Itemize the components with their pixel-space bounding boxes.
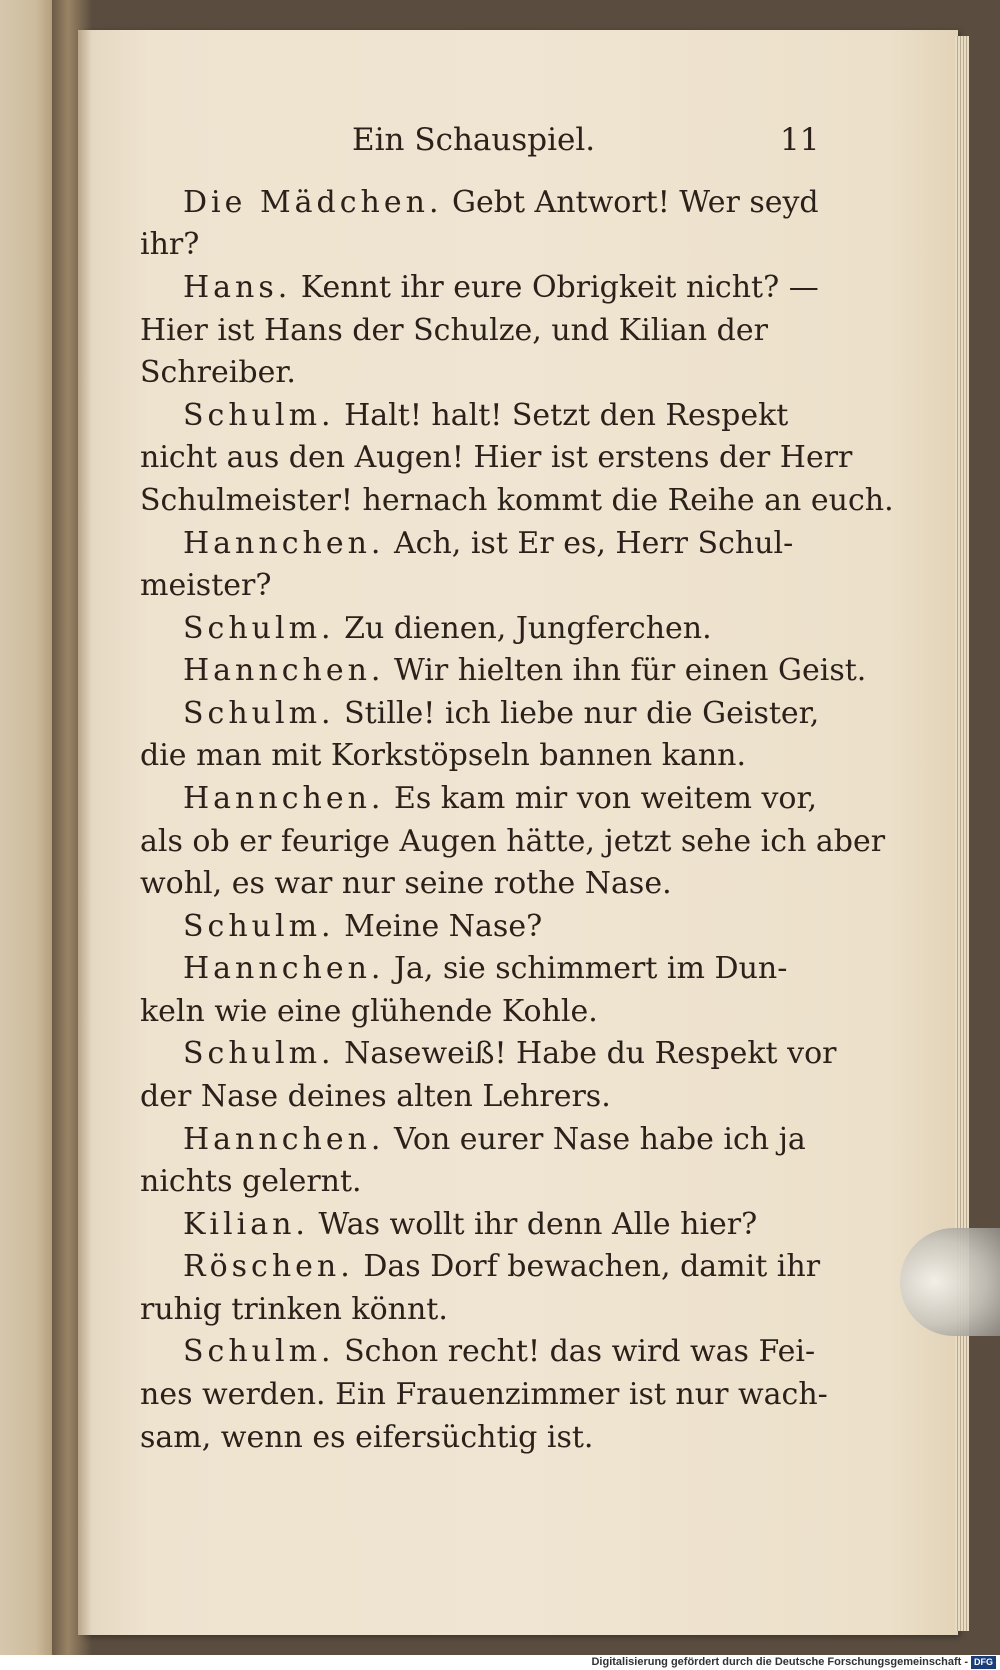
text-line-26 <box>183 1247 863 1287</box>
line-text: Wir hielten ihn für einen Geist. <box>384 653 867 688</box>
speaker-name: Schulm. <box>183 1036 335 1071</box>
text-line-3 <box>183 268 863 308</box>
text-line-4: Hier ist Hans der Schulze, und Kilian der <box>140 313 768 348</box>
text-line-25 <box>183 1205 863 1245</box>
line-text: Das Dorf bewachen, damit ihr <box>353 1249 821 1284</box>
text-line-1 <box>183 183 863 223</box>
line-text: Meine Nase? <box>334 909 543 944</box>
page-number: 11 <box>780 122 820 158</box>
speaker-name: Schulm. <box>183 1334 335 1369</box>
speaker-name: Hans. <box>183 270 292 305</box>
speaker-name: Schulm. <box>183 696 335 731</box>
line-text: Naseweiß! Habe du Respekt vor <box>334 1036 837 1071</box>
line-text: Stille! ich liebe nur die Geister, <box>334 696 820 731</box>
line-text: Kennt ihr eure Obrigkeit nicht? — <box>291 270 819 305</box>
line-text: Halt! halt! Setzt den Respekt <box>334 398 789 433</box>
text-line-21 <box>183 1034 863 1074</box>
speaker-name: Hannchen. <box>183 1122 385 1157</box>
speaker-name: Hannchen. <box>183 951 385 986</box>
text-line-7: nicht aus den Augen! Hier ist erstens der Herr <box>140 440 853 475</box>
speaker-name: Hannchen. <box>183 781 385 816</box>
text-line-24: nichts gelernt. <box>140 1164 362 1199</box>
page-clip <box>900 1228 1000 1336</box>
text-line-9 <box>183 524 863 564</box>
running-head: Ein Schauspiel. <box>352 122 596 158</box>
text-line-16: als ob er feurige Augen hätte, jetzt sehe ich aber <box>140 824 886 859</box>
line-text: Von eurer Nase habe ich ja <box>384 1122 806 1157</box>
text-line-12 <box>183 651 867 691</box>
dfg-logo: DFG <box>971 1656 996 1669</box>
previous-page-edge <box>0 0 60 1655</box>
text-line-15 <box>183 779 863 819</box>
text-line-20: keln wie eine glühende Kohle. <box>140 994 598 1029</box>
page-fore-edge <box>955 36 969 1631</box>
speaker-name: Schulm. <box>183 398 335 433</box>
line-text: Ach, ist Er es, Herr Schul- <box>384 526 794 561</box>
speaker-name: Schulm. <box>183 611 335 646</box>
speaker-name: Schulm. <box>183 909 335 944</box>
text-line-13 <box>183 694 863 734</box>
text-line-30: sam, wenn es eifersüchtig ist. <box>140 1420 594 1455</box>
text-line-10: meister? <box>140 568 272 603</box>
speaker-name: Die Mädchen. <box>183 185 443 220</box>
text-line-6 <box>183 396 863 436</box>
speaker-name: Röschen. <box>183 1249 354 1284</box>
text-line-27: ruhig trinken könnt. <box>140 1292 448 1327</box>
text-line-23 <box>183 1120 863 1160</box>
text-line-19 <box>183 949 863 989</box>
text-line-18 <box>183 907 863 947</box>
line-text: Ja, sie schimmert im Dun- <box>384 951 788 986</box>
binding-shadow <box>52 0 92 1655</box>
text-line-29: nes werden. Ein Frauenzimmer ist nur wach- <box>140 1377 828 1412</box>
footer-credit: Digitalisierung gefördert durch die Deutsche Forschungsgemeinschaft - <box>591 1656 968 1668</box>
text-line-22: der Nase deines alten Lehrers. <box>140 1079 611 1114</box>
text-line-8: Schulmeister! hernach kommt die Reihe an euch. <box>140 483 894 518</box>
text-line-2: ihr? <box>140 227 200 262</box>
digitization-footer <box>0 1655 1000 1670</box>
text-line-5: Schreiber. <box>140 355 296 390</box>
text-line-28 <box>183 1332 863 1372</box>
speaker-name: Hannchen. <box>183 526 385 561</box>
speaker-name: Hannchen. <box>183 653 385 688</box>
speaker-name: Kilian. <box>183 1207 309 1242</box>
text-line-14: die man mit Korkstöpseln bannen kann. <box>140 738 747 773</box>
text-line-11 <box>183 609 863 649</box>
line-text: Gebt Antwort! Wer seyd <box>442 185 819 220</box>
line-text: Schon recht! das wird was Fei- <box>334 1334 816 1369</box>
line-text: Zu dienen, Jungferchen. <box>334 611 712 646</box>
line-text: Es kam mir von weitem vor, <box>384 781 818 816</box>
line-text: Was wollt ihr denn Alle hier? <box>308 1207 758 1242</box>
text-line-17: wohl, es war nur seine rothe Nase. <box>140 866 672 901</box>
